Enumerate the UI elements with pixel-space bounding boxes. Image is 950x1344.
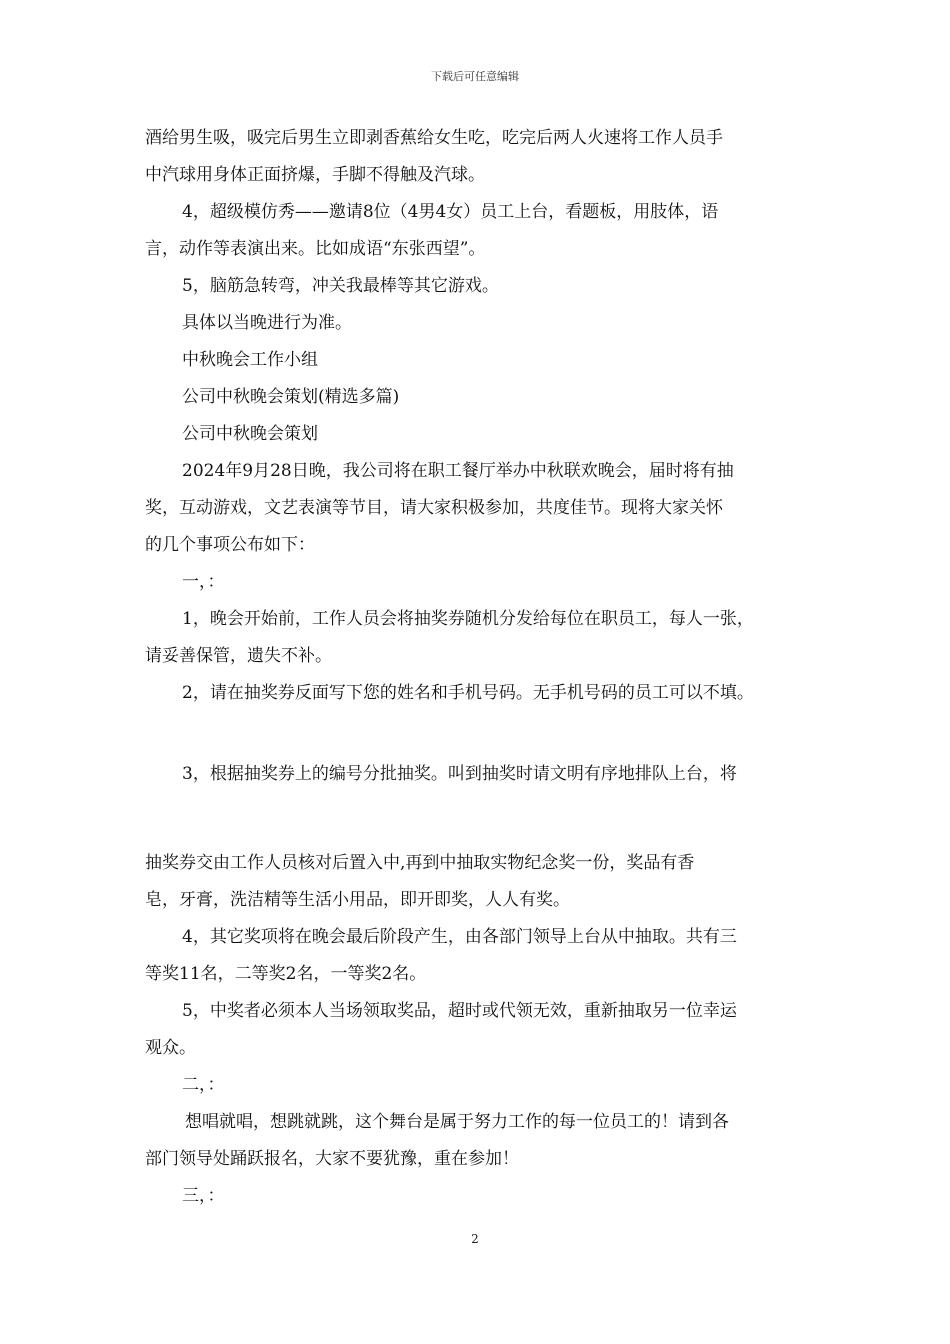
text-line: 想唱就唱，想跳就跳，这个舞台是属于努力工作的每一位员工的！请到各: [185, 1112, 729, 1132]
text-line: 4，其它奖项将在晚会最后阶段产生，由各部门领导上台从中抽取。共有三: [182, 927, 737, 947]
text-line: 3，根据抽奖券上的编号分批抽奖。叫到抽奖时请文明有序地排队上台，将: [182, 764, 737, 784]
text-line: 5，脑筋急转弯，冲关我最棒等其它游戏。: [182, 276, 499, 296]
page-number: 2: [471, 1232, 479, 1246]
document-body: [145, 120, 835, 1215]
text-line: 奖，互动游戏，文艺表演等节目，请大家积极参加，共度佳节。现将大家关怀: [145, 498, 723, 518]
spacer: [145, 793, 835, 845]
text-line: 抽奖券交由工作人员核对后置入中,再到中抽取实物纪念奖一份，奖品有香: [145, 853, 695, 873]
text-line: 皂，牙膏，洗洁精等生活小用品，即开即奖，人人有奖。: [145, 890, 570, 910]
spacer: [145, 712, 835, 756]
text-line: 中汽球用身体正面挤爆，手脚不得触及汽球。: [145, 165, 485, 185]
section-heading: 三，：: [182, 1186, 225, 1206]
text-line: 请妥善保管，遗失不补。: [145, 646, 332, 666]
text-line: 言，动作等表演出来。比如成语“东张西望”。: [145, 239, 486, 259]
text-line: 中秋晚会工作小组: [182, 350, 318, 370]
text-line: 酒给男生吸，吸完后男生立即剥香蕉给女生吃，吃完后两人火速将工作人员手: [145, 128, 723, 148]
section-heading: 二，：: [182, 1075, 225, 1095]
text-line: 公司中秋晚会策划: [182, 424, 318, 444]
section-heading: 一，：: [182, 572, 225, 592]
text-line: 观众。: [145, 1038, 196, 1058]
text-line: 4，超级模仿秀——邀请8位（4男4女）员工上台，看题板，用肢体，语: [182, 202, 719, 222]
text-line: 等奖11名，二等奖2名，一等奖2名。: [145, 964, 427, 984]
text-line: 2，请在抽奖券反面写下您的姓名和手机号码。无手机号码的员工可以不填。: [182, 683, 754, 703]
text-line: 公司中秋晚会策划(精选多篇): [182, 387, 400, 407]
page-header: 下载后可任意编辑: [431, 70, 519, 83]
text-line: 2024年9月28日晚，我公司将在职工餐厅举办中秋联欢晚会，届时将有抽: [182, 461, 734, 481]
text-line: 具体以当晚进行为准。: [182, 313, 352, 333]
text-line: 1，晚会开始前，工作人员会将抽奖券随机分发给每位在职员工，每人一张，: [182, 609, 754, 629]
text-line: 部门领导处踊跃报名，大家不要犹豫，重在参加！: [145, 1149, 519, 1169]
text-line: 的几个事项公布如下：: [145, 535, 315, 555]
text-line: 5，中奖者必须本人当场领取奖品，超时或代领无效，重新抽取另一位幸运: [182, 1001, 737, 1021]
